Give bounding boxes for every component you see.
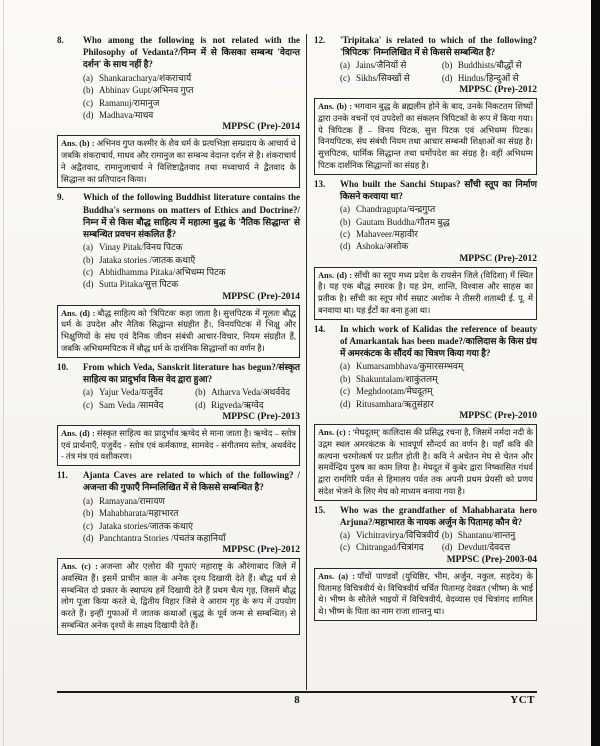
question-block (57, 469, 300, 635)
option-item (83, 72, 300, 84)
option-text: Ramanuj/रामानुज (99, 97, 160, 108)
exam-source-tag: MPPSC (Pre)-2010 (459, 411, 537, 422)
option-text: Sam Veda /सामवेद (99, 399, 164, 410)
option-text: Jataka stories /जातक कथाएँ (99, 254, 196, 265)
right-column (307, 34, 537, 690)
option-item (83, 97, 300, 109)
option-text: Shakuntalam/शाकुंतलम् (356, 373, 438, 384)
question-text: From which Veda, Sanskrit literature has begun?/संस्कृत साहित्य का प्रादुर्भाव किस वेद द्वारा हुआ? (83, 361, 300, 384)
photo-right-black-edge (591, 0, 600, 746)
answer-label: Ans. (b) : (61, 139, 95, 149)
question-block (57, 361, 300, 466)
question-block (314, 504, 537, 621)
option-text: Ashoka/अशोक (356, 241, 409, 252)
option-text: Mahabharata/महाभारत (99, 508, 179, 519)
option-label: (c) (340, 542, 350, 553)
answer-label: Ans. (d) : (61, 308, 96, 318)
two-column-layout (57, 34, 537, 690)
answer-label: Ans. (d) : (61, 428, 95, 438)
question-head (57, 469, 300, 493)
option-label: (b) (441, 530, 453, 541)
option-item (442, 529, 537, 541)
option-text: Madhava/माधव (99, 109, 154, 120)
option-label: (c) (340, 229, 350, 240)
question-number: 11. (57, 470, 68, 481)
option-text: Kumarsambhava/कुमारसम्भवम् (356, 361, 464, 372)
answer-explanation: अभिनव गुप्त कश्मीर के शैव धर्म के प्रत्यभिज्ञा सम्प्रदाय के आचार्य थे जबकि शंकराचार्य, माधव और रामानुज का सम्बन्ध वेदान्त दर्शन से है। शंकराचार्य ने अद्वैतवाद, रामानुजाचार्य ने विशिष्टाद्वैतवाद तथा मध्वाचार्य ने द्वैतवाद के सिद्धान्त का प्रतिपादन किया। (61, 139, 296, 184)
answer-label: Ans. (c) : (61, 562, 98, 572)
left-column (57, 34, 307, 690)
question-number: 9. (57, 192, 64, 203)
question-head (314, 504, 537, 528)
answer-box (314, 424, 537, 501)
option-label: (d) (441, 72, 453, 83)
options-list (314, 360, 537, 410)
option-item (83, 507, 300, 519)
question-text: Who was the grandfather of Mahabharata hero Arjuna?/महाभारत के नायक अर्जुन के पितामह कौन थे? (340, 504, 537, 527)
option-text: Shantanu/शान्तनु (457, 530, 516, 541)
question-block (314, 34, 537, 175)
option-label: (d) (83, 279, 94, 290)
question-text: Who among the following is not related with the Philosophy of Vedanta?/निम्न में से किसका सम्बन्ध 'वेदान्त दर्शन' के साथ नहीं है? (83, 35, 300, 70)
question-head (314, 323, 537, 360)
option-text: Abhinav Gupt/अभिनव गुप्त (99, 85, 194, 96)
option-label: (d) (83, 109, 94, 120)
option-item (83, 386, 193, 398)
option-item (340, 360, 537, 372)
option-label: (d) (441, 542, 453, 553)
answer-label: Ans. (c) : (318, 427, 351, 437)
publisher-mark: YCT (510, 694, 535, 706)
answer-label: Ans. (b) : (318, 102, 353, 112)
option-label: (b) (83, 85, 94, 96)
option-item (340, 216, 537, 228)
option-item (83, 532, 300, 544)
page-content (57, 34, 537, 690)
option-text: Shankaracharya/शंकराचार्य (99, 72, 192, 83)
option-item (442, 541, 537, 553)
option-text: Sikhs/सिक्खों से (356, 72, 410, 83)
option-item (83, 84, 300, 96)
answer-explanation: साँची का स्तूप मध्य प्रदेश के रायसेन जिले (विदिशा) में स्थित है। यह एक बौद्ध स्मारक है। यह प्रेम, शान्ति, विश्वास और साहस का प्रतीक है। साँची का स्तूप मौर्य सम्राट अशोक ने तीसरी शताब्दी ई. पू. में बनवाया था। यह ईंटों का बना हुआ था। (318, 270, 533, 316)
option-label: (b) (340, 216, 351, 227)
option-label: (c) (83, 267, 93, 278)
option-text: Atharva Veda/अथर्ववेद (211, 387, 291, 398)
option-label: (c) (83, 520, 93, 531)
option-item (340, 72, 440, 84)
question-head (57, 34, 300, 71)
answer-explanation: भगवान बुद्ध के ब्रह्मलीन होने के बाद, उनके निकटतम शिष्यों द्वारा उनके वचनों एवं उपदेशों का संकलन त्रिपिटकों के रूप में किया गया। ये त्रिपिटक हैं – विनय पिटक, सुत्त पिटक एवं अभिधम्म पिटक। विनयपिटक, संघ संबंधी नियम तथा आचार सम्बन्धी शिक्षाओं का संग्रह है। सुत्तपिटक, धार्मिक सिद्धान्त तथा धर्मोपदेश का संग्रह है। वहीं अभिधम्म पिटक दार्शनिक सिद्धान्तों का संग्रह है। (318, 102, 533, 170)
question-number: 12. (314, 35, 326, 45)
option-item (83, 241, 300, 253)
option-label: (b) (83, 508, 94, 519)
answer-box (57, 135, 300, 188)
option-text: Meghdootam/मेघदूतम् (356, 386, 433, 397)
option-label: (d) (340, 241, 351, 252)
option-text: Chitrangad/चित्रांगद (356, 542, 424, 553)
option-label: (a) (83, 72, 93, 83)
option-item (83, 495, 300, 507)
question-number: 14. (314, 323, 326, 334)
option-text: Panchtantra Stories /पंचतंत्र कहानियाँ (99, 532, 226, 543)
page-footer (57, 691, 537, 709)
option-item (340, 398, 537, 410)
option-item (195, 386, 300, 398)
option-text: Mahaveer/महावीर (356, 229, 418, 240)
exam-source-tag: MPPSC (Pre)-2012 (459, 85, 537, 96)
option-label: (c) (83, 399, 93, 410)
answer-box (314, 568, 537, 621)
question-block (57, 34, 300, 188)
option-text: Vichitravirya/विचित्रवीर्य (356, 530, 439, 541)
option-item (340, 228, 537, 240)
option-label: (d) (83, 532, 94, 543)
question-text: Which of the following Buddhist literature contains the Buddha's sermons on matters of Ethics and Doctrine?/निम्न में से किस बौद्ध साहित्य में महात्मा बुद्ध के 'नैतिक सिद्धान्त' से सम्बन्धित प्रवचन संकलित हैं? (83, 192, 300, 239)
options-list (314, 203, 537, 253)
answer-label: Ans. (d) : (318, 270, 353, 280)
exam-source-tag: MPPSC (Pre)-2014 (222, 291, 300, 302)
question-head (314, 34, 537, 58)
option-item (340, 529, 440, 541)
option-text: Vinay Pitak/विनय पिटक (99, 242, 183, 253)
option-item (442, 59, 537, 71)
answer-explanation: बौद्ध साहित्य को 'त्रिपिटक' कहा जाता है। सुत्तपिटक में मूलतः बौद्ध धर्म के उपदेश और नैतिक सिद्धान्त संग्रहीत हैं।, विनयपिटक में भिक्षु और भिक्षुणियों के संघ एवं दैनिक जीवन संबंधी आचार-विचार, नियम संग्रहीत हैं, जबकि अभिधम्मपिटक में बौद्ध धर्म के दार्शनिक सिद्धान्तों का वर्णन है। (61, 308, 296, 353)
option-label: (a) (340, 204, 350, 215)
exam-source-tag: MPPSC (Pre)-2012 (222, 545, 300, 556)
question-text: In which work of Kalidas the reference of beauty of Amarkantak has been made?/कालिदास के किस ग्रंथ में अमरकंटक के सौंदर्य का चित्रण किया गया है? (340, 323, 537, 359)
option-item (340, 240, 537, 252)
exam-source-tag: MPPSC (Pre)-2013 (222, 412, 300, 423)
option-label: (b) (195, 387, 206, 398)
option-item (83, 254, 300, 266)
options-list (57, 386, 300, 411)
option-item (442, 72, 537, 84)
option-item (340, 59, 440, 71)
options-list (314, 529, 537, 554)
option-label: (c) (340, 386, 350, 397)
option-text: Yajur Veda/यजुर्वेद (99, 387, 163, 398)
option-label: (a) (83, 242, 93, 253)
question-text: Ajanta Caves are related to which of the following? /अजन्ता की गुफाएँ निम्नलिखित में से किससे सम्बन्धित है? (83, 470, 300, 493)
exam-source-tag: MPPSC (Pre)-2012 (459, 253, 537, 264)
option-text: Sutta Pitaka/सुत्त पिटक (99, 279, 179, 290)
option-item (340, 541, 440, 553)
question-block (314, 178, 537, 320)
exam-source-tag: MPPSC (Pre)-2003-04 (446, 554, 537, 565)
question-block (314, 323, 537, 501)
page-left-edge-line (3, 0, 4, 746)
option-text: Buddhists/बौद्धों से (457, 60, 522, 71)
question-head (314, 178, 537, 202)
option-label: (b) (83, 254, 94, 265)
option-item (83, 520, 300, 532)
question-head (57, 191, 300, 240)
question-text: 'Tripitaka' is related to which of the following? 'त्रिपिटक' निम्नलिखित में से किससे सम्बन्धित है? (340, 35, 537, 58)
option-text: Gautam Buddha/गौतम बुद्ध (356, 216, 450, 227)
option-text: Jains/जैनियों से (356, 60, 407, 71)
option-item (83, 109, 300, 121)
question-number: 15. (314, 504, 326, 515)
answer-box (57, 305, 300, 358)
option-label: (a) (83, 495, 93, 506)
option-text: Devdutt/देवदत्त (457, 542, 511, 553)
question-head (57, 361, 300, 385)
answer-explanation: पाँचों पाण्डवों (युधिष्ठिर, भीम, अर्जुन, नकुल, सहदेव) के पितामह विचित्रवीर्य थे। विचित्रवीर्य चर्चित पितामह देवव्रत (भीष्म) के भाई थे। भीष्म के सौतेले भाइयों में विचित्रवीर्य, वेदव्यास एवं चित्रांगद शामिल थे। भीष्म के पिता का नाम राजा शान्तनु था। (318, 571, 533, 617)
option-text: Chandragupta/चन्द्रगुप्त (356, 204, 436, 215)
option-label: (a) (340, 60, 350, 71)
option-item (340, 203, 537, 215)
option-item (83, 266, 300, 278)
option-item (195, 399, 300, 411)
option-item (83, 399, 193, 411)
options-list (314, 59, 537, 84)
option-item (340, 373, 537, 385)
option-item (83, 278, 300, 290)
exam-source-tag: MPPSC (Pre)-2014 (222, 122, 300, 133)
answer-box (57, 425, 300, 466)
option-label: (a) (340, 361, 350, 372)
answer-label: Ans. (a) : (318, 571, 356, 581)
question-text: Who built the Sanchi Stupas? साँची स्तूप का निर्माण किसने करवाया था? (340, 178, 537, 201)
option-label: (c) (340, 72, 350, 83)
question-number: 10. (57, 361, 69, 372)
answer-box (57, 558, 300, 635)
option-label: (b) (441, 60, 453, 71)
answer-box (314, 267, 537, 320)
option-text: Rigveda/ऋग्वेद (211, 399, 264, 410)
option-item (340, 385, 537, 397)
option-text: Ramayana/रामायण (99, 495, 165, 506)
option-label: (d) (195, 399, 206, 410)
options-list (57, 72, 300, 122)
option-label: (c) (83, 97, 93, 108)
option-label: (a) (83, 387, 93, 398)
option-text: Abhidhamma Pitaka/अभिधम्म पिटक (99, 267, 226, 278)
options-list (57, 495, 300, 545)
answer-explanation: संस्कृत साहित्य का प्रादुर्भाव ऋग्वेद से माना जाता है। ऋग्वेद – स्तोत्र एवं प्रार्थनाएँ, यजुर्वेद - स्तोत्र एवं कर्मकाण्ड, सामवेद - संगीतमय स्तोत्र, अथर्ववेद - तंत्र मंत्र एवं वशीकरण। (61, 428, 296, 462)
answer-box (314, 98, 537, 175)
option-text: Ritusamhara/ऋतुसंहार (356, 398, 434, 409)
question-number: 13. (314, 178, 326, 189)
option-text: Jataka stories/जातक कथाएं (99, 520, 194, 531)
answer-explanation: अजन्ता और एलोरा की गुफाएं महाराष्ट्र के औरंगाबाद जिले में अवस्थित हैं। इसमें प्राचीन काल के अनेक दृश्य दिखायी देते हैं। बौद्ध धर्म से सम्बन्धित दो प्रकार के स्थापत्य हमें दिखायी देते हैं प्रथम चैत्य गृह, जिसमें बौद्ध लोग पूजा किया करते थे, द्वितीय विहार जिसे वे आराम गृह के रूप में उपयोग करते हैं। इन्हीं गुफाओं में जातक कथाओं (बुद्ध के पूर्व जन्म से सम्बन्धित) से सम्बन्धित अनेक दृश्यों के साक्ष्य दिखायी देते हैं। (61, 562, 296, 631)
question-block (57, 191, 300, 358)
question-number: 8. (57, 35, 64, 45)
option-text: Hindus/हिन्दुओं से (457, 72, 519, 83)
answer-explanation: 'मेघदूतम्' कालिदास की प्रसिद्ध रचना है, जिसमें नर्मदा नदी के उद्गम स्थल अमरकंटक के भावपूर्ण सौन्दर्य का वर्णन है। यहाँ कवि की कल्पना चरमोत्कर्ष पर प्रतीत होती है। कवि ने अचेतन मेघ से चेतन और समर्वेन्द्रिय पुरुष का काम लिया है। मेघदूत में कुबेर द्वारा निष्कासित गंधर्व द्वारा रामगिरि पर्वत से हिमालय पर्वत तक अपनी प्रथम प्रेयसी को प्रणय संदेश भेजने के लिए मेघ को माध्यम बनाया गया है। (318, 427, 533, 496)
option-label: (d) (340, 398, 351, 409)
option-label: (b) (340, 373, 351, 384)
options-list (57, 241, 300, 291)
option-label: (a) (340, 530, 350, 541)
page-number: 8 (294, 694, 300, 706)
